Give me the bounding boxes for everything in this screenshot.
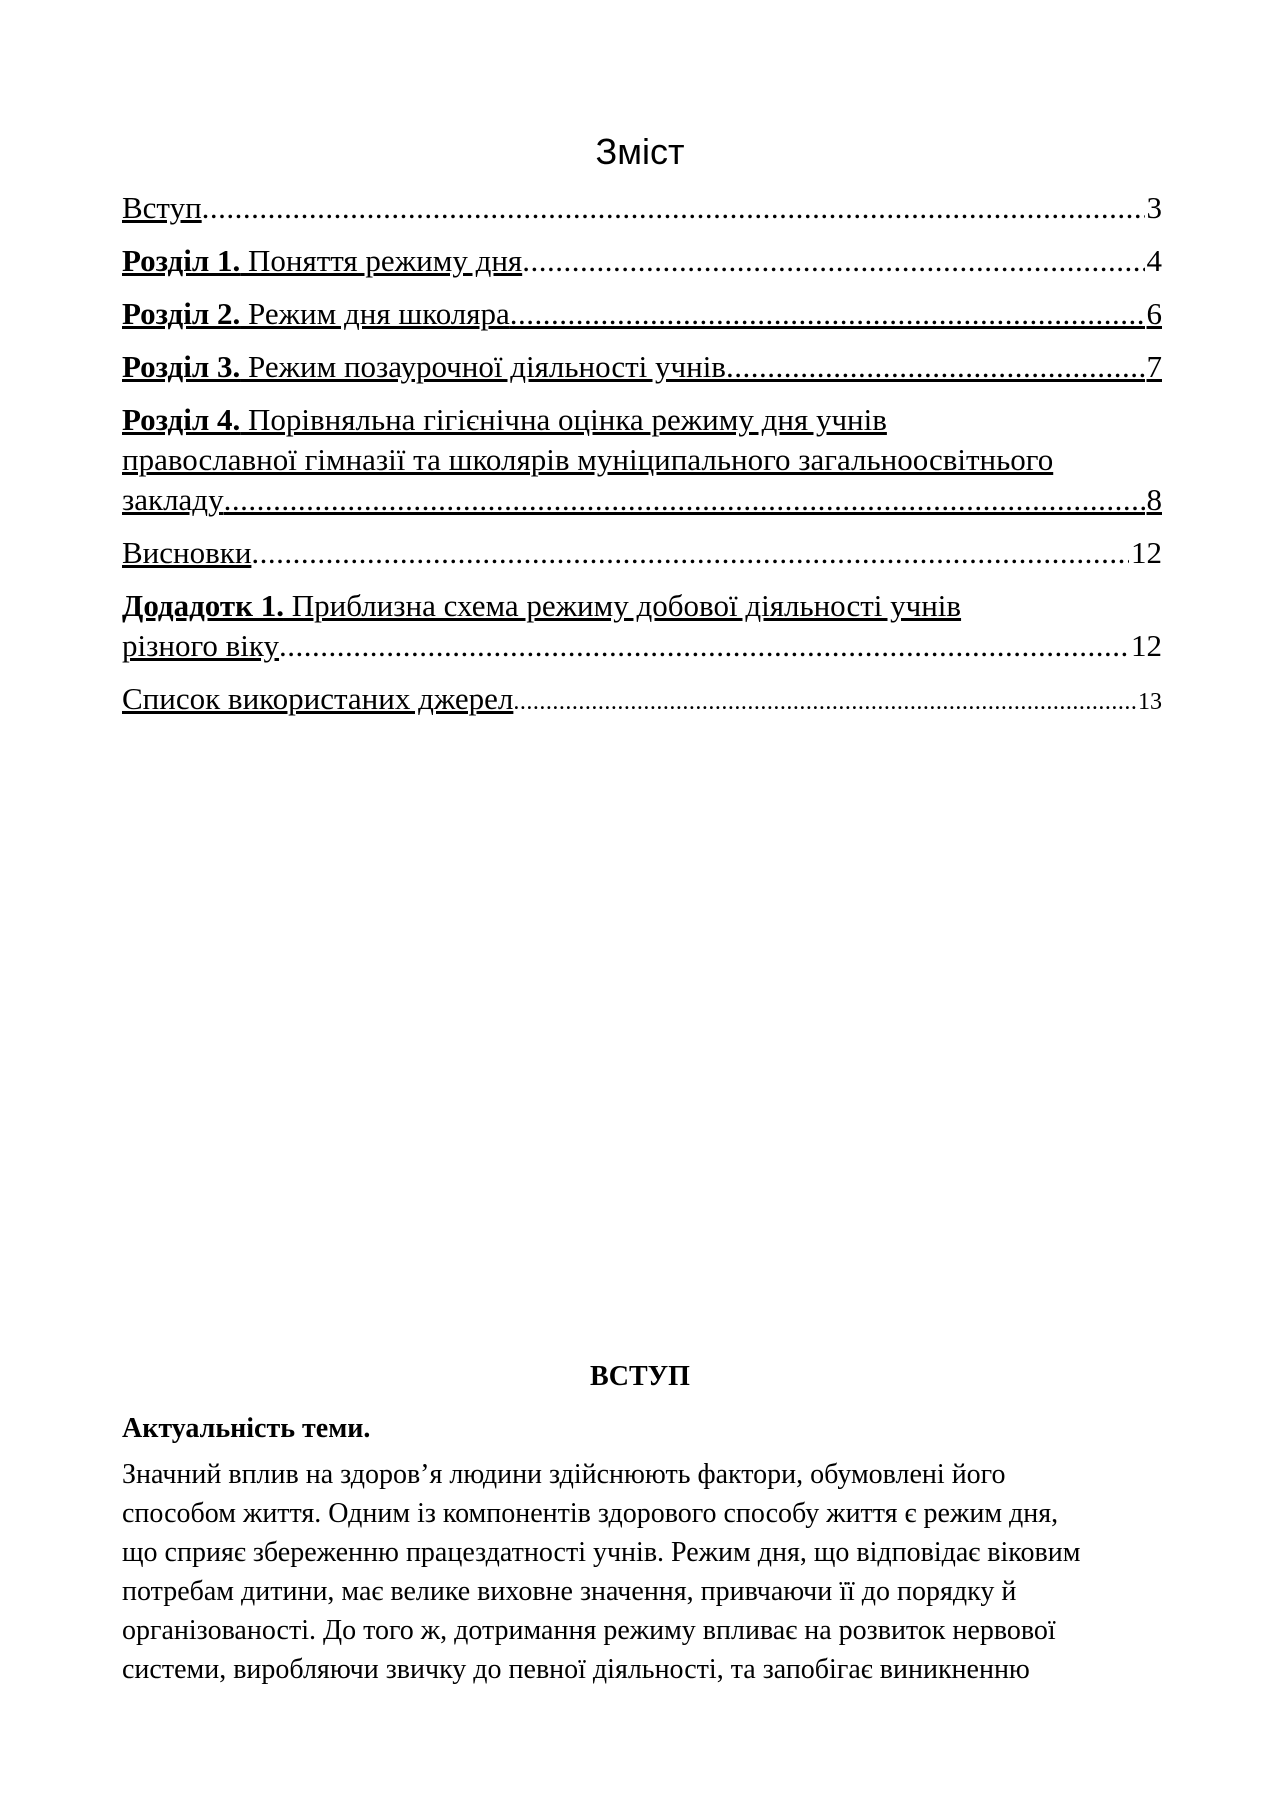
toc-leader bbox=[202, 188, 1145, 228]
toc-entry-intro[interactable] bbox=[122, 188, 1162, 228]
toc-leader bbox=[726, 347, 1145, 387]
toc-leader bbox=[513, 682, 1136, 719]
paragraph-line: організованості. До того ж, дотримання режиму впливає на розвиток нервової bbox=[122, 1615, 1056, 1646]
toc-entry-label: різного віку bbox=[122, 628, 280, 663]
toc-entry-title: Приблизна схема режиму добової діяльності учнів bbox=[283, 588, 962, 623]
toc-entry-label: Висновки bbox=[122, 535, 252, 570]
toc-entry-line-2: православної гімназії та школярів муніципального загальноосвітнього bbox=[122, 442, 1054, 477]
toc-entry-line-1 bbox=[122, 586, 961, 626]
toc-leader bbox=[251, 533, 1129, 573]
toc-entry-label bbox=[122, 241, 522, 281]
toc-entry-label bbox=[122, 294, 510, 334]
paragraph-line: системи, виробляючи звичку до певної діяльності, та запобігає виникненню bbox=[122, 1654, 1030, 1685]
toc-entry-last-line bbox=[122, 626, 1162, 666]
toc-entry-prefix: Розділ 1. bbox=[122, 243, 241, 278]
toc-entry-section-1[interactable] bbox=[122, 241, 1162, 281]
toc-page-number: 6 bbox=[1146, 296, 1162, 331]
toc-entry-title: Режим позаурочної діяльності учнів bbox=[240, 349, 726, 384]
toc-leader bbox=[522, 241, 1144, 281]
toc-entry-section-2[interactable] bbox=[122, 294, 1162, 334]
toc-page-number: 4 bbox=[1146, 243, 1162, 278]
toc-page-number: 12 bbox=[1131, 628, 1162, 663]
paragraph-line: способом життя. Одним із компонентів здорового способу життя є режим дня, bbox=[122, 1498, 1059, 1529]
toc-leader bbox=[279, 626, 1129, 666]
toc-page-number: 7 bbox=[1146, 349, 1162, 384]
toc-entry-label: Список використаних джерел bbox=[122, 681, 514, 716]
toc-entry-prefix: Додадотк 1. bbox=[122, 588, 284, 623]
toc-entry-last-line bbox=[122, 480, 1162, 520]
toc-title: Зміст bbox=[595, 131, 685, 172]
relevance-heading: Актуальність теми. bbox=[122, 1413, 371, 1444]
toc-entry-label: закладу bbox=[122, 482, 224, 517]
toc-page-number: 8 bbox=[1146, 482, 1162, 517]
toc-entry-title: Режим дня школяра bbox=[240, 296, 510, 331]
toc-entry-title: Поняття режиму дня bbox=[240, 243, 523, 278]
toc-entry-references[interactable] bbox=[122, 679, 1162, 719]
toc-page-number: 13 bbox=[1138, 689, 1162, 715]
paragraph-line: потребам дитини, має велике виховне значення, привчаючи її до порядку й bbox=[122, 1576, 1017, 1607]
toc-leader bbox=[224, 480, 1145, 520]
toc-entry-prefix: Розділ 4. bbox=[122, 402, 241, 437]
toc-entry-label: Вступ bbox=[122, 190, 202, 225]
toc-page-number: 3 bbox=[1146, 190, 1162, 225]
toc-entry-label bbox=[122, 347, 726, 387]
toc-page-number: 12 bbox=[1131, 535, 1162, 570]
toc-entry-conclusions[interactable] bbox=[122, 533, 1162, 573]
toc-entry-prefix: Розділ 3. bbox=[122, 349, 241, 384]
toc-entry-prefix: Розділ 2. bbox=[122, 296, 241, 331]
toc-leader bbox=[510, 294, 1145, 334]
intro-heading: ВСТУП bbox=[590, 1361, 690, 1392]
toc-entry-line-1 bbox=[122, 400, 887, 440]
toc-entry-title: Порівняльна гігієнічна оцінка режиму дня учнів bbox=[240, 402, 887, 437]
paragraph-line: що сприяє збереженню працездатності учнів. Режим дня, що відповідає віковим bbox=[122, 1537, 1081, 1568]
toc-entry-section-3[interactable] bbox=[122, 347, 1162, 387]
paragraph-line: Значний вплив на здоров’я людини здійснюють фактори, обумовлені його bbox=[122, 1459, 1006, 1490]
